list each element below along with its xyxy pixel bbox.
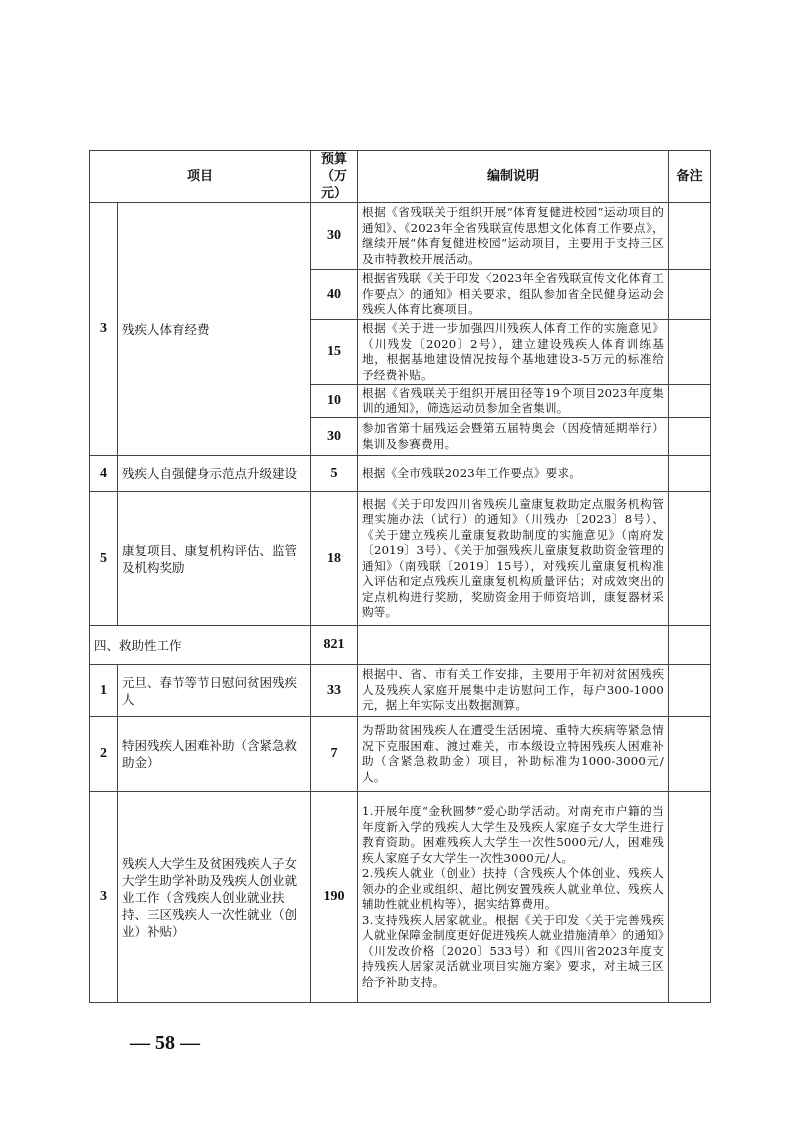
row-description: 根据《省残联关于组织开展田径等19个项目2023年度集训的通知》，筛选运动员参加全省集训。	[358, 385, 669, 418]
row-budget: 30	[311, 418, 358, 456]
description-item-3: 3.支持残疾人居家就业。根据《关于印发〈关于完善残疾人就业保障金制度更好促进残疾人就业措施清单〉的通知》（川发改价格〔2020〕533号）和《四川省2023年度支持残疾人居家灵活就业项目实施方案》要求，对主城三区给予补助支持。	[362, 912, 665, 989]
table-row	[90, 492, 711, 626]
row-budget: 5	[311, 456, 358, 492]
row-name: 元旦、春节等节日慰问贫困残疾人	[118, 665, 311, 717]
row-budget: 18	[311, 492, 358, 626]
table-row	[90, 717, 711, 792]
row-description: 根据《省残联关于组织开展“体育复健进校园”运动项目的通知》、《2023年全省残联宣传思想文化体育工作要点》，继续开展“体育复健进校园”运动项目，主要用于支持三区及市特教校开展活动。	[358, 203, 669, 270]
row-description: 根据中、省、市有关工作安排，主要用于年初对贫困残疾人及残疾人家庭开展集中走访慰问工作，每户300-1000元，据上年实际支出数据测算。	[358, 665, 669, 717]
row-budget: 40	[311, 270, 358, 320]
row-remarks	[669, 385, 711, 418]
row-remarks	[669, 320, 711, 385]
row-budget: 30	[311, 203, 358, 270]
table-row	[90, 203, 711, 270]
row-description: 为帮助贫困残疾人在遭受生活困境、重特大疾病等紧急情况下克服困难、渡过难关，市本级设立特困残疾人困难补助（含紧急救助金）项目，补助标准为1000-3000元/人。	[358, 717, 669, 792]
row-remarks	[669, 492, 711, 626]
row-name: 康复项目、康复机构评估、监管及机构奖励	[118, 492, 311, 626]
budget-table	[89, 150, 711, 1003]
header-budget-unit: （万元）	[321, 169, 348, 201]
row-description: 参加省第十届残运会暨第五届特奥会（因疫情延期举行）集训及参赛费用。	[358, 418, 669, 456]
section-budget: 821	[311, 626, 358, 665]
row-remarks	[669, 203, 711, 270]
description-item-1: 1.开展年度“金秋圆梦”爱心助学活动。对南充市户籍的当年度新入学的残疾人大学生及残疾人家庭子女大学生进行教育资助。困难残疾人大学生一次性5000元/人，困难残疾人家庭子女大学生一次性3000元/人。	[362, 804, 665, 865]
row-remarks	[669, 456, 711, 492]
row-name: 残疾人大学生及贫困残疾人子女大学生助学补助及残疾人创业就业工作（含残疾人创业就业扶持、三区残疾人一次性就业（创业）补贴）	[118, 792, 311, 1003]
row-index: 3	[90, 792, 118, 1003]
table-row	[90, 456, 711, 492]
row-remarks	[669, 717, 711, 792]
section-row	[90, 626, 711, 665]
row-description: 根据省残联《关于印发〈2023年全省残联宣传文化体育工作要点〉的通知》相关要求，组队参加省全民健身运动会残疾人体育比赛项目。	[358, 270, 669, 320]
row-index: 4	[90, 456, 118, 492]
row-budget: 10	[311, 385, 358, 418]
page-number: — 58 —	[130, 1032, 200, 1054]
description-item-2: 2.残疾人就业（创业）扶持（含残疾人个体创业、残疾人领办的企业或组织、超比例安置残疾人就业单位、残疾人辅助性就业机构等），据实结算费用。	[362, 866, 665, 911]
row-budget: 7	[311, 717, 358, 792]
row-name: 残疾人体育经费	[118, 203, 311, 456]
row-budget: 15	[311, 320, 358, 385]
table-row	[90, 665, 711, 717]
row-index: 1	[90, 665, 118, 717]
header-project: 项目	[90, 151, 311, 203]
row-index: 5	[90, 492, 118, 626]
row-remarks	[669, 792, 711, 1003]
section-title: 四、救助性工作	[90, 626, 311, 665]
row-remarks	[669, 270, 711, 320]
row-description: 根据《全市残联2023年工作要点》要求。	[358, 456, 669, 492]
header-remarks: 备注	[669, 151, 711, 203]
row-name: 特困残疾人困难补助（含紧急救助金）	[118, 717, 311, 792]
row-index: 2	[90, 717, 118, 792]
row-description: 根据《关于印发四川省残疾儿童康复救助定点服务机构管理实施办法（试行）的通知》（川残办〔2023〕8号）、《关于建立残疾儿童康复救助制度的实施意见》（南府发〔2019〕3号）、《关于加强残疾儿童康复救助资金管理的通知》（南残联〔2019〕15号），对残疾儿童康复机构准入评估和定点残疾儿童康复机构质量评估；对成效突出的定点机构进行奖励，奖励资金用于师资培训，康复器材采购等。	[358, 492, 669, 626]
header-description: 编制说明	[358, 151, 669, 203]
row-remarks	[669, 418, 711, 456]
row-budget: 33	[311, 665, 358, 717]
row-remarks	[669, 626, 711, 665]
header-budget	[311, 151, 358, 203]
row-index: 3	[90, 203, 118, 456]
row-description	[358, 626, 669, 665]
table-row	[90, 792, 711, 1003]
row-remarks	[669, 665, 711, 717]
row-name: 残疾人自强健身示范点升级建设	[118, 456, 311, 492]
table-header-row	[90, 151, 711, 203]
row-budget: 190	[311, 792, 358, 1003]
row-description	[358, 792, 669, 1003]
header-budget-label: 预算	[321, 152, 348, 167]
row-description: 根据《关于进一步加强四川残疾人体育工作的实施意见》（川残发〔2020〕2号），建立建设残疾人体育训练基地，根据基地建设情况按每个基地建设3-5万元的标准给予经费补贴。	[358, 320, 669, 385]
